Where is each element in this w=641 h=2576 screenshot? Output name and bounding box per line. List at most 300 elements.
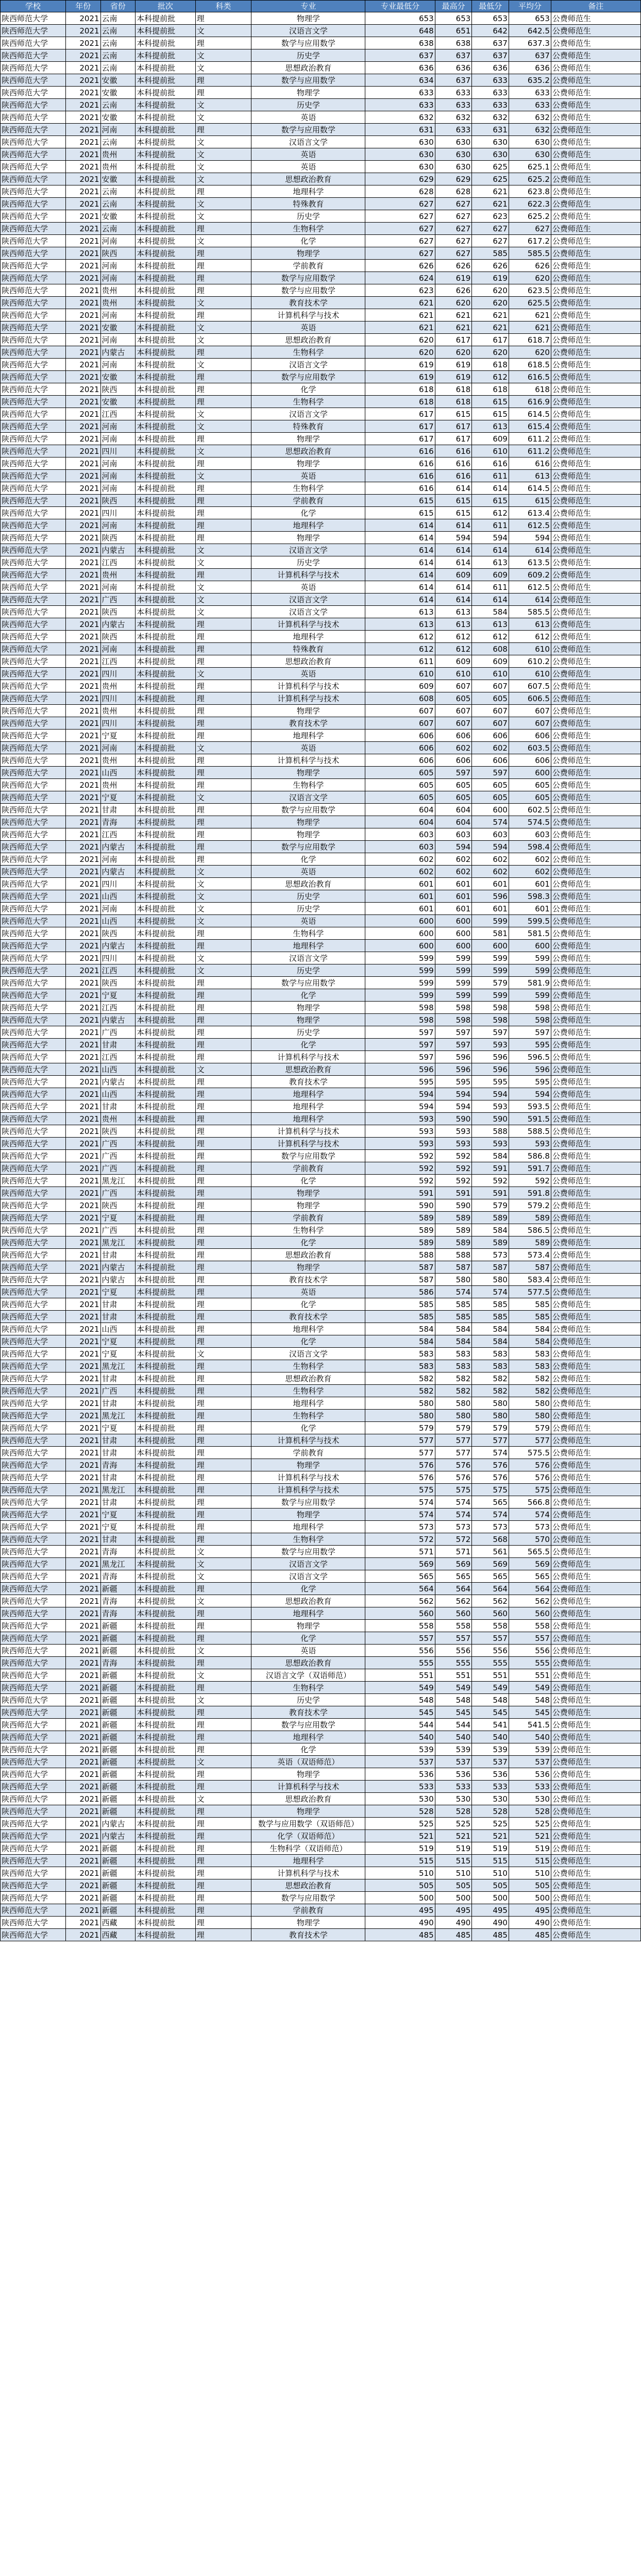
table-row — [1, 1138, 641, 1150]
table-row — [1, 779, 641, 791]
cell-year: 2021 — [65, 223, 100, 235]
cell-max-score: 653 — [435, 12, 472, 25]
cell-year: 2021 — [65, 1645, 100, 1657]
cell-year: 2021 — [65, 1768, 100, 1781]
table-row — [1, 804, 641, 816]
table-row — [1, 730, 641, 742]
cell-major: 生物科学 — [251, 482, 365, 495]
cell-subject-type: 文 — [195, 742, 251, 754]
table-row — [1, 1410, 641, 1422]
table-row — [1, 111, 641, 124]
cell-remark: 公费师范生 — [551, 185, 640, 198]
cell-min-score: 627 — [472, 223, 509, 235]
cell-max-score: 594 — [435, 1100, 472, 1113]
table-row — [1, 519, 641, 532]
cell-major: 思想政治教育 — [251, 1372, 365, 1385]
table-row — [1, 717, 641, 730]
cell-avg-score: 566.8 — [509, 1496, 551, 1509]
cell-avg-score: 591.5 — [509, 1113, 551, 1125]
cell-avg-score: 579.2 — [509, 1199, 551, 1212]
cell-year: 2021 — [65, 247, 100, 260]
cell-batch: 本科提前批 — [136, 457, 196, 470]
cell-min-score: 614 — [472, 544, 509, 556]
cell-subject-type: 理 — [195, 457, 251, 470]
cell-batch: 本科提前批 — [136, 1434, 196, 1447]
cell-major: 汉语言文学 — [251, 594, 365, 606]
cell-subject-type: 理 — [195, 1236, 251, 1249]
cell-major-min-score: 536 — [365, 1768, 435, 1781]
table-row — [1, 284, 641, 297]
cell-major: 化学 — [251, 1743, 365, 1756]
cell-avg-score: 530 — [509, 1793, 551, 1805]
cell-max-score: 592 — [435, 1150, 472, 1162]
table-row — [1, 692, 641, 705]
cell-subject-type: 文 — [195, 420, 251, 433]
table-row — [1, 173, 641, 185]
cell-min-score: 613 — [472, 556, 509, 569]
cell-max-score: 617 — [435, 433, 472, 445]
cell-year: 2021 — [65, 1410, 100, 1422]
cell-province: 甘肃 — [100, 1298, 136, 1311]
cell-school: 陕西师范大学 — [1, 1249, 66, 1261]
cell-batch: 本科提前批 — [136, 940, 196, 952]
cell-avg-score: 614.5 — [509, 408, 551, 420]
cell-year: 2021 — [65, 618, 100, 631]
cell-min-score: 579 — [472, 1422, 509, 1434]
cell-school: 陕西师范大学 — [1, 470, 66, 482]
cell-school: 陕西师范大学 — [1, 1867, 66, 1879]
cell-subject-type: 理 — [195, 1867, 251, 1879]
cell-province: 新疆 — [100, 1842, 136, 1855]
cell-batch: 本科提前批 — [136, 1558, 196, 1570]
cell-major-min-score: 621 — [365, 297, 435, 309]
cell-min-score: 632 — [472, 111, 509, 124]
header-min-score: 最低分 — [472, 1, 509, 12]
cell-remark: 公费师范生 — [551, 37, 640, 49]
cell-province: 甘肃 — [100, 1372, 136, 1385]
cell-remark: 公费师范生 — [551, 408, 640, 420]
header-remark: 备注 — [551, 1, 640, 12]
cell-major: 英语 — [251, 915, 365, 927]
table-row — [1, 841, 641, 853]
cell-min-score: 620 — [472, 284, 509, 297]
cell-subject-type: 理 — [195, 1917, 251, 1929]
cell-subject-type: 理 — [195, 1892, 251, 1904]
table-row — [1, 1187, 641, 1199]
cell-batch: 本科提前批 — [136, 1385, 196, 1397]
cell-year: 2021 — [65, 730, 100, 742]
cell-major: 英语（双语师范） — [251, 1756, 365, 1768]
table-row — [1, 1595, 641, 1607]
cell-avg-score: 594 — [509, 532, 551, 544]
cell-year: 2021 — [65, 717, 100, 730]
cell-major-min-score: 495 — [365, 1904, 435, 1917]
cell-avg-score: 588.5 — [509, 1125, 551, 1138]
cell-major-min-score: 629 — [365, 173, 435, 185]
cell-major-min-score: 627 — [365, 247, 435, 260]
cell-max-score: 569 — [435, 1558, 472, 1570]
cell-major-min-score: 628 — [365, 185, 435, 198]
cell-min-score: 495 — [472, 1904, 509, 1917]
cell-province: 山西 — [100, 915, 136, 927]
cell-remark: 公费师范生 — [551, 445, 640, 457]
cell-avg-score: 585 — [509, 1311, 551, 1323]
cell-province: 西藏 — [100, 1917, 136, 1929]
cell-max-score: 598 — [435, 1002, 472, 1014]
cell-min-score: 618 — [472, 359, 509, 371]
cell-max-score: 638 — [435, 37, 472, 49]
cell-subject-type: 理 — [195, 37, 251, 49]
cell-school: 陕西师范大学 — [1, 1335, 66, 1348]
cell-major-min-score: 604 — [365, 816, 435, 828]
cell-school: 陕西师范大学 — [1, 1150, 66, 1162]
header-school: 学校 — [1, 1, 66, 12]
cell-min-score: 540 — [472, 1731, 509, 1743]
cell-max-score: 599 — [435, 989, 472, 1002]
table-row — [1, 742, 641, 754]
table-row — [1, 1632, 641, 1645]
cell-year: 2021 — [65, 1261, 100, 1274]
cell-major-min-score: 540 — [365, 1731, 435, 1743]
cell-major-min-score: 616 — [365, 445, 435, 457]
cell-batch: 本科提前批 — [136, 420, 196, 433]
cell-province: 宁夏 — [100, 791, 136, 804]
cell-min-score: 592 — [472, 1175, 509, 1187]
cell-avg-score: 490 — [509, 1917, 551, 1929]
cell-max-score: 602 — [435, 866, 472, 878]
cell-max-score: 490 — [435, 1917, 472, 1929]
table-row — [1, 1063, 641, 1076]
cell-school: 陕西师范大学 — [1, 1558, 66, 1570]
cell-max-score: 607 — [435, 680, 472, 692]
cell-remark: 公费师范生 — [551, 742, 640, 754]
cell-subject-type: 文 — [195, 878, 251, 890]
cell-batch: 本科提前批 — [136, 247, 196, 260]
cell-min-score: 580 — [472, 1410, 509, 1422]
cell-remark: 公费师范生 — [551, 1471, 640, 1484]
cell-year: 2021 — [65, 903, 100, 915]
cell-school: 陕西师范大学 — [1, 1595, 66, 1607]
cell-subject-type: 文 — [195, 594, 251, 606]
cell-avg-score: 610 — [509, 643, 551, 655]
cell-major: 思想政治教育 — [251, 173, 365, 185]
cell-major-min-score: 634 — [365, 74, 435, 87]
cell-major: 教育技术学 — [251, 1311, 365, 1323]
cell-avg-score: 607 — [509, 705, 551, 717]
cell-major-min-score: 614 — [365, 519, 435, 532]
cell-batch: 本科提前批 — [136, 581, 196, 594]
cell-major: 教育技术学 — [251, 1706, 365, 1719]
cell-province: 宁夏 — [100, 1335, 136, 1348]
cell-min-score: 591 — [472, 1187, 509, 1199]
cell-remark: 公费师范生 — [551, 161, 640, 173]
cell-max-score: 593 — [435, 1125, 472, 1138]
cell-subject-type: 文 — [195, 235, 251, 247]
cell-school: 陕西师范大学 — [1, 1879, 66, 1892]
cell-year: 2021 — [65, 816, 100, 828]
table-row — [1, 37, 641, 49]
cell-min-score: 618 — [472, 383, 509, 396]
cell-year: 2021 — [65, 111, 100, 124]
cell-batch: 本科提前批 — [136, 532, 196, 544]
cell-major-min-score: 579 — [365, 1422, 435, 1434]
cell-remark: 公费师范生 — [551, 1410, 640, 1422]
table-row — [1, 260, 641, 272]
cell-max-score: 589 — [435, 1224, 472, 1236]
cell-avg-score: 618.5 — [509, 359, 551, 371]
cell-max-score: 630 — [435, 136, 472, 148]
cell-max-score: 528 — [435, 1805, 472, 1818]
cell-school: 陕西师范大学 — [1, 1175, 66, 1187]
cell-province: 青海 — [100, 1546, 136, 1558]
cell-remark: 公费师范生 — [551, 49, 640, 62]
cell-min-score: 598 — [472, 1014, 509, 1026]
cell-year: 2021 — [65, 1521, 100, 1533]
table-row — [1, 618, 641, 631]
cell-max-score: 596 — [435, 1063, 472, 1076]
cell-province: 河南 — [100, 420, 136, 433]
cell-province: 甘肃 — [100, 1434, 136, 1447]
cell-major: 学前教育 — [251, 1162, 365, 1175]
cell-school: 陕西师范大学 — [1, 74, 66, 87]
cell-major: 计算机科学与技术 — [251, 1484, 365, 1496]
cell-major-min-score: 653 — [365, 12, 435, 25]
table-row — [1, 1558, 641, 1570]
cell-major-min-score: 621 — [365, 309, 435, 321]
cell-province: 青海 — [100, 1570, 136, 1583]
cell-remark: 公费师范生 — [551, 1719, 640, 1731]
cell-subject-type: 文 — [195, 198, 251, 210]
cell-remark: 公费师范生 — [551, 1002, 640, 1014]
cell-batch: 本科提前批 — [136, 1694, 196, 1706]
cell-province: 青海 — [100, 1607, 136, 1620]
cell-avg-score: 576 — [509, 1459, 551, 1471]
cell-year: 2021 — [65, 1372, 100, 1385]
table-row — [1, 136, 641, 148]
cell-batch: 本科提前批 — [136, 655, 196, 668]
cell-year: 2021 — [65, 198, 100, 210]
table-row — [1, 1929, 641, 1941]
cell-province: 内蒙古 — [100, 841, 136, 853]
cell-max-score: 601 — [435, 878, 472, 890]
cell-school: 陕西师范大学 — [1, 668, 66, 680]
cell-subject-type: 理 — [195, 1719, 251, 1731]
cell-max-score: 613 — [435, 606, 472, 618]
table-row — [1, 408, 641, 420]
cell-subject-type: 理 — [195, 705, 251, 717]
cell-major-min-score: 618 — [365, 383, 435, 396]
cell-province: 陕西 — [100, 977, 136, 989]
cell-year: 2021 — [65, 705, 100, 717]
cell-school: 陕西师范大学 — [1, 198, 66, 210]
cell-remark: 公费师范生 — [551, 890, 640, 903]
cell-year: 2021 — [65, 1286, 100, 1298]
cell-min-score: 569 — [472, 1558, 509, 1570]
cell-avg-score: 601 — [509, 903, 551, 915]
cell-year: 2021 — [65, 62, 100, 74]
cell-year: 2021 — [65, 544, 100, 556]
cell-batch: 本科提前批 — [136, 445, 196, 457]
header-province: 省份 — [100, 1, 136, 12]
cell-batch: 本科提前批 — [136, 816, 196, 828]
cell-avg-score: 551 — [509, 1669, 551, 1682]
cell-batch: 本科提前批 — [136, 1805, 196, 1818]
cell-avg-score: 612.5 — [509, 581, 551, 594]
cell-min-score: 580 — [472, 1274, 509, 1286]
cell-subject-type: 理 — [195, 1768, 251, 1781]
cell-batch: 本科提前批 — [136, 1793, 196, 1805]
cell-max-score: 587 — [435, 1261, 472, 1274]
cell-province: 贵州 — [100, 569, 136, 581]
cell-max-score: 604 — [435, 804, 472, 816]
cell-subject-type: 理 — [195, 223, 251, 235]
cell-major: 化学 — [251, 1236, 365, 1249]
cell-province: 安徽 — [100, 74, 136, 87]
cell-major: 地理科学 — [251, 1088, 365, 1100]
cell-max-score: 583 — [435, 1360, 472, 1372]
cell-school: 陕西师范大学 — [1, 1088, 66, 1100]
cell-major: 学前教育 — [251, 1904, 365, 1917]
cell-avg-score: 627 — [509, 223, 551, 235]
table-row — [1, 1855, 641, 1867]
cell-remark: 公费师范生 — [551, 1607, 640, 1620]
cell-avg-score: 585 — [509, 1298, 551, 1311]
cell-batch: 本科提前批 — [136, 1904, 196, 1917]
cell-batch: 本科提前批 — [136, 705, 196, 717]
cell-major-min-score: 585 — [365, 1298, 435, 1311]
table-row — [1, 767, 641, 779]
cell-year: 2021 — [65, 1719, 100, 1731]
cell-subject-type: 文 — [195, 544, 251, 556]
cell-remark: 公费师范生 — [551, 111, 640, 124]
table-row — [1, 482, 641, 495]
cell-subject-type: 理 — [195, 1261, 251, 1274]
cell-remark: 公费师范生 — [551, 1447, 640, 1459]
cell-school: 陕西师范大学 — [1, 1125, 66, 1138]
cell-major-min-score: 593 — [365, 1113, 435, 1125]
cell-avg-score: 579 — [509, 1422, 551, 1434]
table-row — [1, 581, 641, 594]
cell-year: 2021 — [65, 1125, 100, 1138]
cell-year: 2021 — [65, 692, 100, 705]
cell-min-score: 608 — [472, 643, 509, 655]
cell-year: 2021 — [65, 297, 100, 309]
cell-school: 陕西师范大学 — [1, 519, 66, 532]
table-row — [1, 198, 641, 210]
table-row — [1, 371, 641, 383]
cell-avg-score: 616.5 — [509, 371, 551, 383]
cell-year: 2021 — [65, 1348, 100, 1360]
cell-batch: 本科提前批 — [136, 915, 196, 927]
cell-major-min-score: 599 — [365, 964, 435, 977]
cell-min-score: 603 — [472, 828, 509, 841]
cell-major: 物理学 — [251, 87, 365, 99]
cell-school: 陕西师范大学 — [1, 49, 66, 62]
cell-batch: 本科提前批 — [136, 1867, 196, 1879]
cell-year: 2021 — [65, 754, 100, 767]
cell-avg-score: 583.4 — [509, 1274, 551, 1286]
cell-school: 陕西师范大学 — [1, 1694, 66, 1706]
cell-province: 黑龙江 — [100, 1410, 136, 1422]
cell-province: 内蒙古 — [100, 940, 136, 952]
cell-remark: 公费师范生 — [551, 903, 640, 915]
cell-avg-score: 539 — [509, 1743, 551, 1756]
cell-year: 2021 — [65, 1583, 100, 1595]
cell-province: 广西 — [100, 1385, 136, 1397]
cell-min-score: 593 — [472, 1039, 509, 1051]
cell-min-score: 549 — [472, 1682, 509, 1694]
cell-batch: 本科提前批 — [136, 1286, 196, 1298]
cell-major-min-score: 627 — [365, 223, 435, 235]
cell-major-min-score: 574 — [365, 1509, 435, 1521]
cell-batch: 本科提前批 — [136, 62, 196, 74]
cell-major: 化学 — [251, 989, 365, 1002]
cell-min-score: 620 — [472, 297, 509, 309]
table-row — [1, 1892, 641, 1904]
cell-batch: 本科提前批 — [136, 198, 196, 210]
cell-avg-score: 589 — [509, 1236, 551, 1249]
cell-province: 新疆 — [100, 1892, 136, 1904]
cell-major: 计算机科学与技术 — [251, 309, 365, 321]
cell-school: 陕西师范大学 — [1, 655, 66, 668]
cell-school: 陕西师范大学 — [1, 1014, 66, 1026]
cell-batch: 本科提前批 — [136, 977, 196, 989]
cell-batch: 本科提前批 — [136, 1199, 196, 1212]
table-row — [1, 606, 641, 618]
cell-min-score: 616 — [472, 457, 509, 470]
cell-remark: 公费师范生 — [551, 1039, 640, 1051]
table-row — [1, 1867, 641, 1879]
cell-max-score: 592 — [435, 1175, 472, 1187]
cell-subject-type: 理 — [195, 1323, 251, 1335]
cell-batch: 本科提前批 — [136, 1002, 196, 1014]
cell-province: 河南 — [100, 457, 136, 470]
cell-batch: 本科提前批 — [136, 1422, 196, 1434]
cell-avg-score: 602.5 — [509, 804, 551, 816]
cell-max-score: 599 — [435, 952, 472, 964]
cell-min-score: 601 — [472, 903, 509, 915]
cell-subject-type: 理 — [195, 519, 251, 532]
cell-remark: 公费师范生 — [551, 989, 640, 1002]
cell-min-score: 565 — [472, 1570, 509, 1583]
cell-batch: 本科提前批 — [136, 99, 196, 111]
cell-province: 四川 — [100, 952, 136, 964]
table-row — [1, 977, 641, 989]
cell-year: 2021 — [65, 1212, 100, 1224]
cell-school: 陕西师范大学 — [1, 235, 66, 247]
cell-remark: 公费师范生 — [551, 519, 640, 532]
table-row — [1, 87, 641, 99]
cell-remark: 公费师范生 — [551, 1150, 640, 1162]
cell-remark: 公费师范生 — [551, 977, 640, 989]
cell-subject-type: 理 — [195, 927, 251, 940]
cell-max-score: 580 — [435, 1397, 472, 1410]
cell-year: 2021 — [65, 1162, 100, 1175]
header-max-score: 最高分 — [435, 1, 472, 12]
cell-remark: 公费师范生 — [551, 284, 640, 297]
cell-major-min-score: 572 — [365, 1533, 435, 1546]
cell-subject-type: 文 — [195, 136, 251, 148]
cell-batch: 本科提前批 — [136, 841, 196, 853]
cell-avg-score: 591.8 — [509, 1187, 551, 1199]
table-row — [1, 1286, 641, 1298]
cell-avg-score: 555 — [509, 1657, 551, 1669]
table-row — [1, 890, 641, 903]
cell-batch: 本科提前批 — [136, 235, 196, 247]
cell-subject-type: 文 — [195, 1063, 251, 1076]
cell-avg-score: 598.3 — [509, 890, 551, 903]
cell-batch: 本科提前批 — [136, 754, 196, 767]
